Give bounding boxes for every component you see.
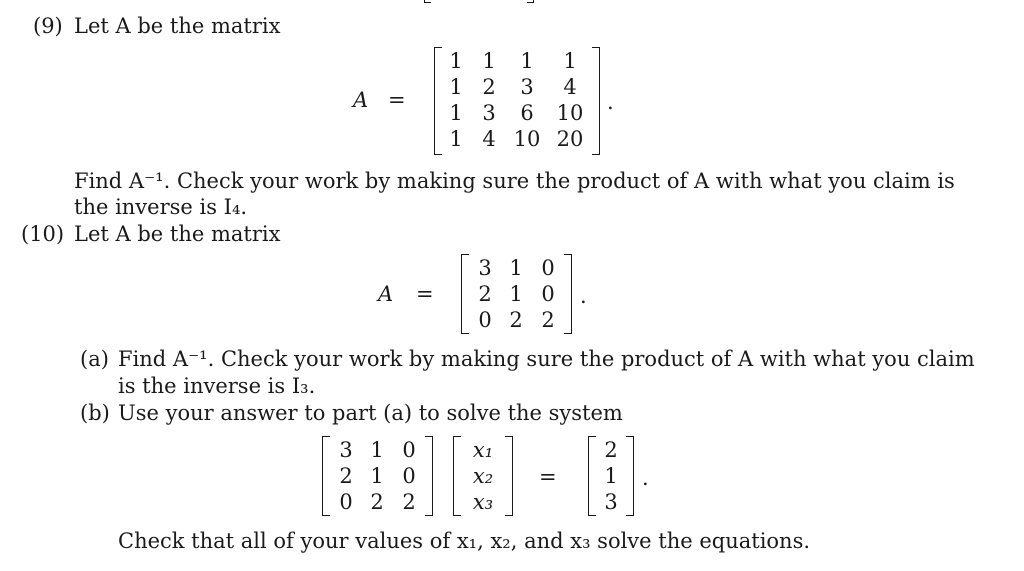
system-period: . <box>642 466 649 490</box>
matrix-cell: 0 <box>541 282 555 306</box>
problem-10-intro: Let A be the matrix <box>74 222 281 246</box>
problem-9-intro: Let A be the matrix <box>74 14 281 38</box>
problem-9-matrix <box>434 47 600 155</box>
matrix-cell: 3 <box>478 256 492 280</box>
part-a-line1: Find A⁻¹. Check your work by making sure the product of A with what you claim <box>118 347 975 371</box>
part-a-line2: is the inverse is I₃. <box>118 374 316 398</box>
matrix-cell: x₃ <box>472 490 494 514</box>
problem-9-task-line1: Find A⁻¹. Check your work by making sure the product of A with what you claim is <box>74 169 955 193</box>
matrix-cell: 0 <box>339 490 353 514</box>
matrix-cell: 4 <box>563 75 577 99</box>
problem-9-matrix-name: A <box>353 88 369 112</box>
matrix-cell: 3 <box>339 438 353 462</box>
problem-10-period: . <box>580 284 587 308</box>
part-b-label: (b) <box>80 401 110 425</box>
matrix-cell: 0 <box>541 256 555 280</box>
matrix-cell: 1 <box>604 464 618 488</box>
matrix-cell: 1 <box>370 464 384 488</box>
matrix-cell: x₂ <box>472 464 494 488</box>
previous-matrix-fragment <box>424 0 534 6</box>
matrix-cell: 1 <box>449 75 463 99</box>
matrix-cell: 1 <box>370 438 384 462</box>
matrix-cell: 2 <box>482 75 496 99</box>
matrix-cell: 2 <box>339 464 353 488</box>
system-variable-vector <box>453 436 513 516</box>
system-rhs-vector <box>588 436 634 516</box>
matrix-cell: 1 <box>520 49 534 73</box>
matrix-cell: 2 <box>509 308 523 332</box>
matrix-cell: 1 <box>509 282 523 306</box>
matrix-cell: 2 <box>604 438 618 462</box>
matrix-cell: 6 <box>520 101 534 125</box>
matrix-cell: 20 <box>556 127 584 151</box>
matrix-cell: 0 <box>478 308 492 332</box>
matrix-cell: 1 <box>449 49 463 73</box>
matrix-cell: 0 <box>402 464 416 488</box>
matrix-cell: 2 <box>402 490 416 514</box>
part-b-check: Check that all of your values of x₁, x₂, and x₃ solve the equations. <box>118 529 811 553</box>
matrix-cell: 4 <box>482 127 496 151</box>
problem-9-task-line2: the inverse is I₄. <box>74 195 248 219</box>
matrix-cell: 3 <box>604 490 618 514</box>
matrix-cell: 0 <box>402 438 416 462</box>
problem-10-equals: = <box>416 282 434 306</box>
matrix-cell: 2 <box>370 490 384 514</box>
system-equals: = <box>539 465 557 489</box>
matrix-cell: 1 <box>449 101 463 125</box>
problem-9-label: (9) <box>33 14 63 38</box>
matrix-cell: 1 <box>482 49 496 73</box>
matrix-cell: x₁ <box>472 438 494 462</box>
problem-10-label: (10) <box>21 222 65 246</box>
problem-10-matrix-name: A <box>378 282 394 306</box>
matrix-cell: 1 <box>563 49 577 73</box>
matrix-cell: 3 <box>482 101 496 125</box>
matrix-cell: 2 <box>541 308 555 332</box>
matrix-cell: 10 <box>556 101 584 125</box>
matrix-cell: 2 <box>478 282 492 306</box>
problem-9-period: . <box>607 90 614 114</box>
problem-10-matrix <box>461 254 572 334</box>
matrix-cell: 10 <box>513 127 541 151</box>
part-a-label: (a) <box>80 347 109 371</box>
part-b-line1: Use your answer to part (a) to solve the system <box>118 401 623 425</box>
system-coefficient-matrix <box>322 436 433 516</box>
matrix-cell: 1 <box>509 256 523 280</box>
problem-9-equals: = <box>388 88 406 112</box>
matrix-cell: 1 <box>449 127 463 151</box>
matrix-cell: 3 <box>520 75 534 99</box>
